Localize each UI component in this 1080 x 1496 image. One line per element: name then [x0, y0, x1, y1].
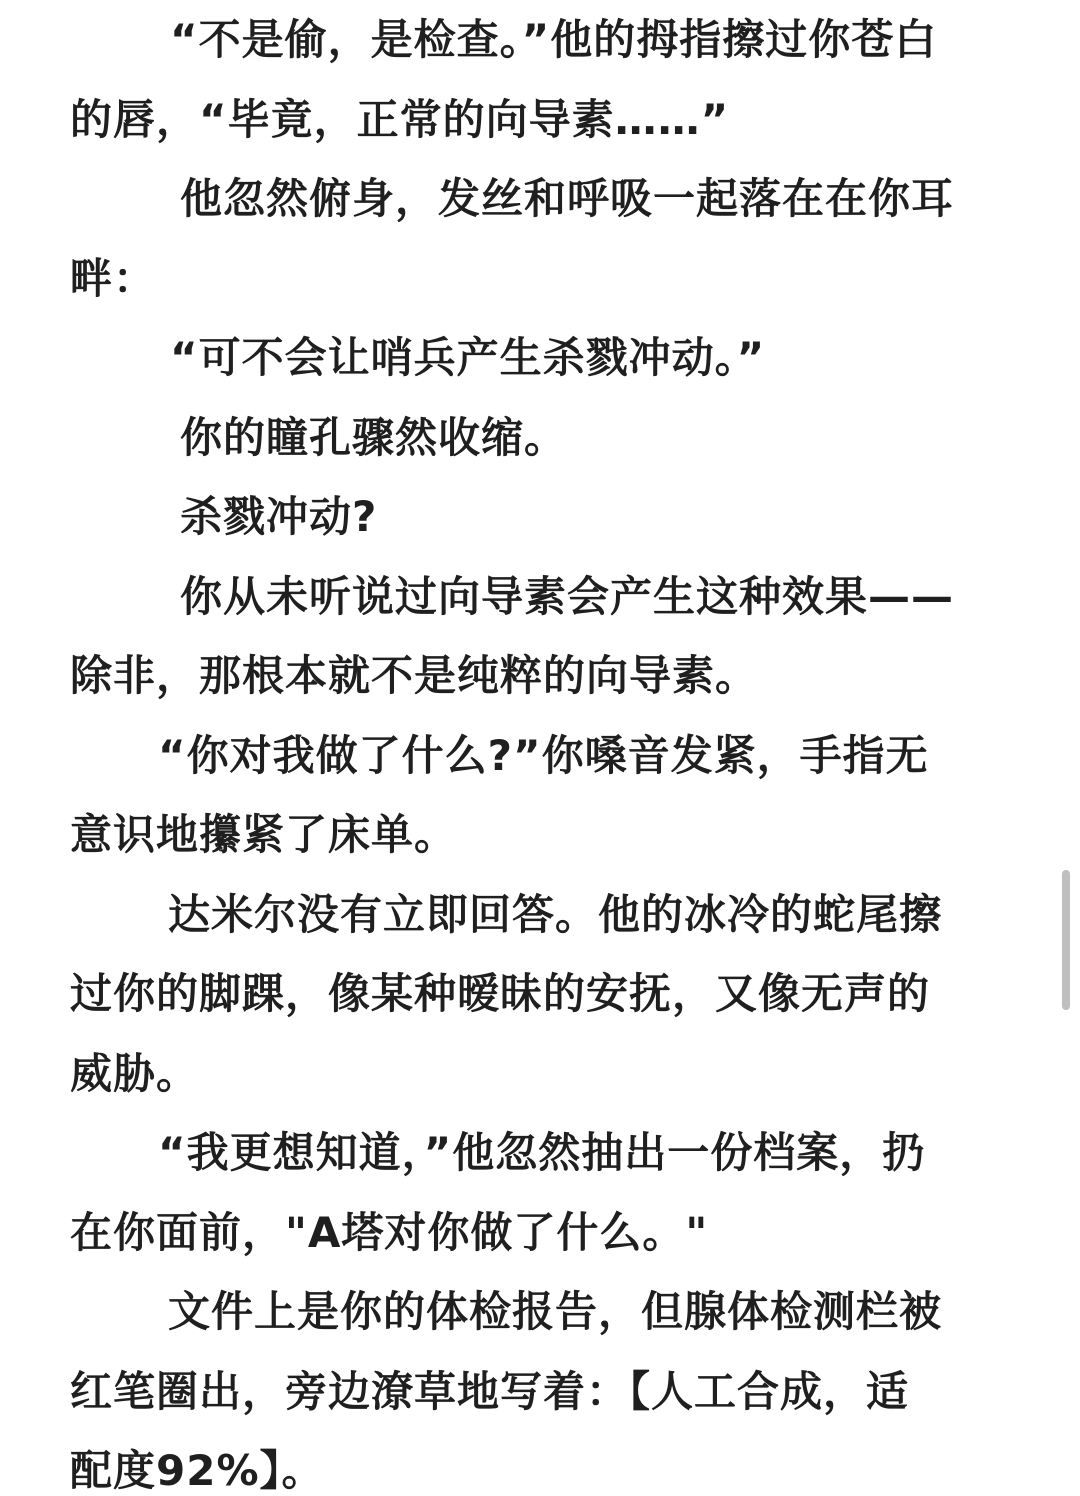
text-line: 除非，那根本就不是纯粹的向导素。 [70, 651, 759, 700]
novel-text-body [70, 0, 1010, 1496]
text-line: “不是偷，是检查。”他的拇指擦过你苍白 [170, 15, 938, 64]
text-line: “我更想知道，”他忽然抽出一份档案，扔 [158, 1128, 926, 1177]
paragraph [70, 398, 1010, 478]
paragraph [70, 875, 1010, 1114]
text-line: 杀戮冲动? [180, 492, 378, 541]
text-line: 文件上是你的体检报告，但腺体检测栏被 [168, 1287, 943, 1336]
text-line: 在你面前，"A塔对你做了什么。" [70, 1207, 709, 1257]
paragraph [70, 318, 1010, 398]
text-line: “你对我做了什么?”你嗓音发紧，手指无 [158, 730, 929, 780]
scrollbar-thumb[interactable] [1062, 870, 1070, 1010]
paragraph [70, 159, 1010, 318]
text-line: 红笔圈出，旁边潦草地写着：【人工合成，适 [70, 1366, 910, 1416]
paragraph [70, 0, 1010, 159]
text-line: 的唇，“毕竟，正常的向导素……” [70, 94, 730, 144]
paragraph [70, 1113, 1010, 1272]
text-line: 过你的脚踝，像某种暧昧的安抚，又像无声的 [70, 969, 931, 1018]
text-line: 配度92%】。 [70, 1446, 325, 1495]
paragraph [70, 1272, 1010, 1496]
text-line: 威胁。 [70, 1048, 200, 1098]
text-line: 达米尔没有立即回答。他的冰冷的蛇尾擦 [168, 889, 943, 939]
paragraph [70, 557, 1010, 716]
text-line: 畔： [70, 253, 157, 303]
text-line: 他忽然俯身，发丝和呼吸一起落在在你耳 [180, 174, 955, 223]
paragraph [70, 477, 1010, 557]
text-line: 意识地攥紧了床单。 [70, 810, 458, 859]
text-line: 你从未听说过向导素会产生这种效果—— [180, 571, 955, 621]
text-line: “可不会让哨兵产生杀戮冲动。” [170, 333, 766, 382]
text-line: 你的瞳孔骤然收缩。 [180, 412, 568, 462]
paragraph [70, 716, 1010, 875]
